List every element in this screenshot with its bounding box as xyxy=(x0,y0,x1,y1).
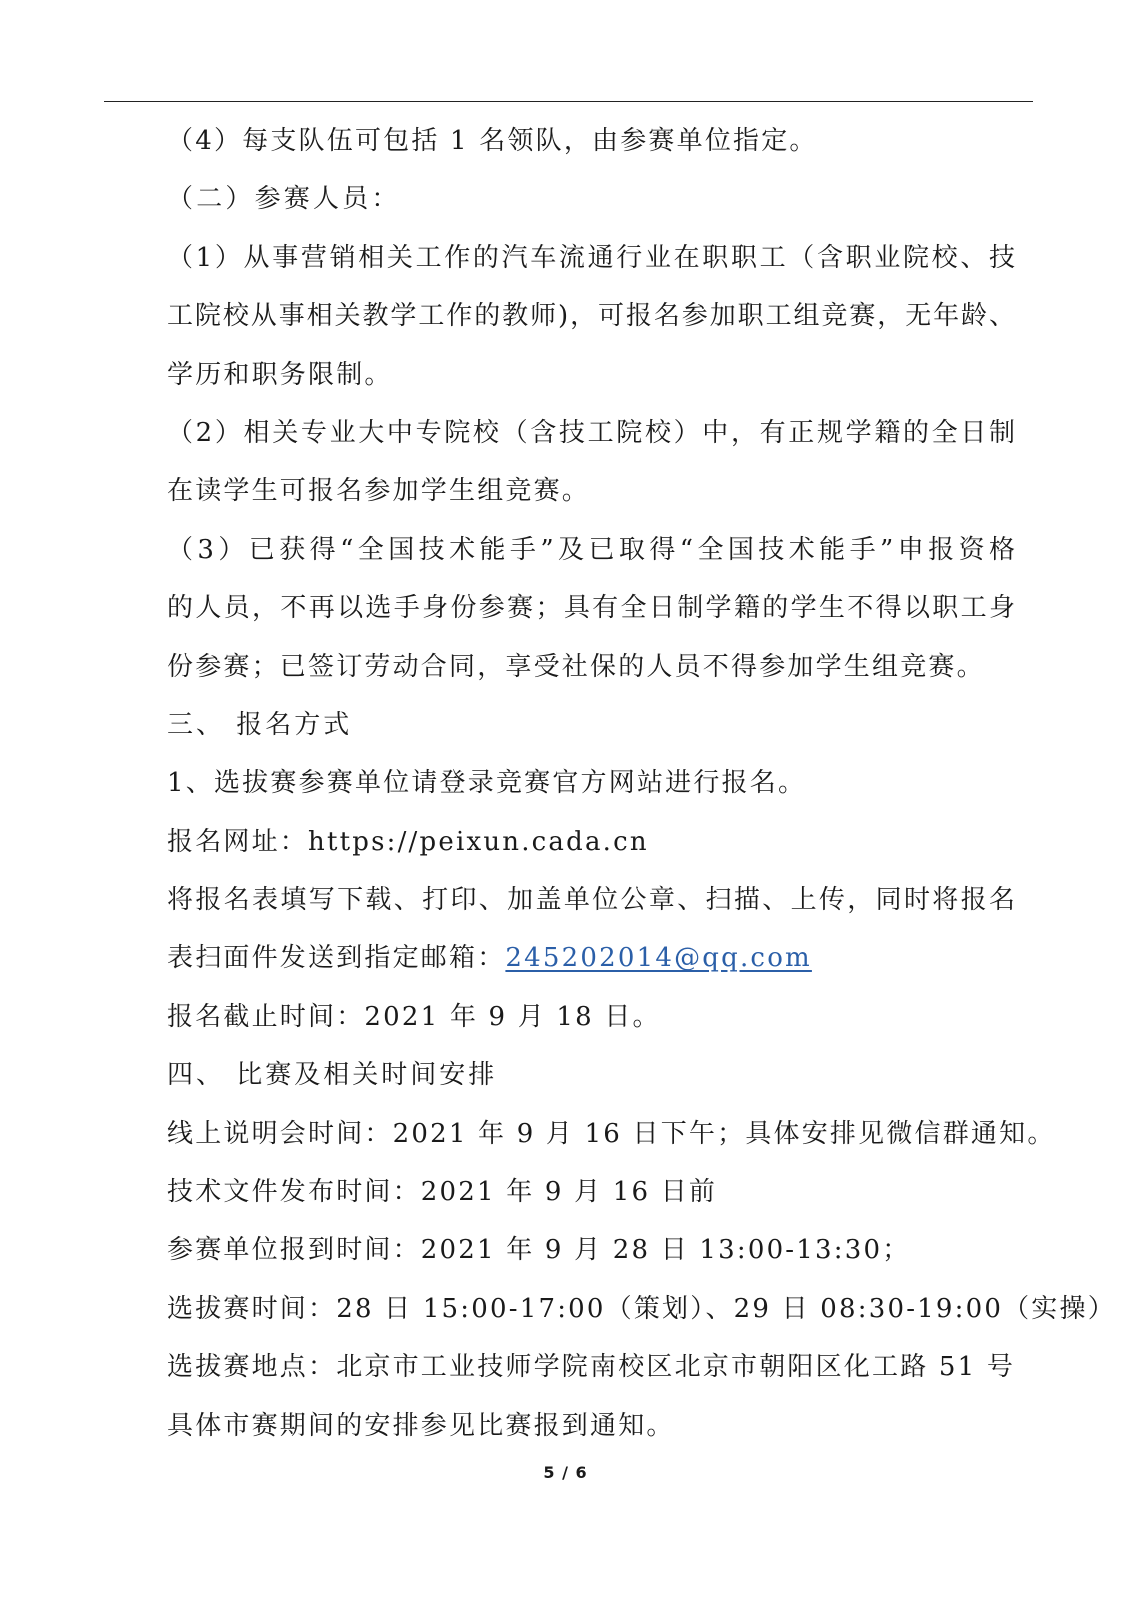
paragraph-team-leader: （4）每支队伍可包括 1 名领队，由参赛单位指定。 xyxy=(167,126,818,156)
registration-url: 报名网址：https://peixun.cada.cn xyxy=(167,826,649,857)
schedule-check-in: 参赛单位报到时间：2021 年 9 月 28 日 13:00-13:30； xyxy=(167,1235,911,1266)
schedule-online-briefing: 线上说明会时间：2021 年 9 月 16 日下午；具体安排见微信群通知。 xyxy=(167,1118,1056,1149)
paragraph-registration-website: 1、选拔赛参赛单位请登录竞赛官方网站进行报名。 xyxy=(167,768,807,799)
schedule-technical-files: 技术文件发布时间：2021 年 9 月 16 日前 xyxy=(167,1177,718,1208)
paragraph-students-line-2: 在读学生可报名参加学生组竞赛。 xyxy=(167,476,591,507)
paragraph-staff-line-2: 工院校从事相关教学工作的教师)，可报名参加职工组竞赛，无年龄、 xyxy=(167,301,1015,332)
paragraph-restrictions-line-3: 份参赛；已签订劳动合同，享受社保的人员不得参加学生组竞赛。 xyxy=(167,651,985,682)
schedule-competition-time: 选拔赛时间：28 日 15:00-17:00（策划）、29 日 08:30-19:00（实操） xyxy=(167,1293,1116,1324)
paragraph-students-line-1: （2）相关专业大中专院校（含技工院校）中，有正规学籍的全日制 xyxy=(167,417,1015,448)
paragraph-email-line xyxy=(167,929,1015,987)
section-heading-registration: 三、 报名方式 xyxy=(167,709,353,740)
paragraph-staff-line-3: 学历和职务限制。 xyxy=(167,359,393,390)
paragraph-form-instructions: 将报名表填写下载、打印、加盖单位公章、扫描、上传，同时将报名 xyxy=(167,885,1015,916)
section-heading-participants: （二）参赛人员： xyxy=(167,184,401,215)
page-number: 5 / 6 xyxy=(543,1463,588,1482)
paragraph-staff-line-1: （1）从事营销相关工作的汽车流通行业在职职工（含职业院校、技 xyxy=(167,242,1015,273)
paragraph-restrictions-line-2: 的人员，不再以选手身份参赛；具有全日制学籍的学生不得以职工身 xyxy=(167,593,1015,624)
registration-deadline: 报名截止时间：2021 年 9 月 18 日。 xyxy=(167,1001,661,1032)
email-link[interactable]: 245202014@qq.com xyxy=(505,943,812,974)
header-rule xyxy=(104,101,1033,102)
paragraph-restrictions-line-1: （3）已获得“全国技术能手”及已取得“全国技术能手”申报资格 xyxy=(167,534,1015,565)
section-heading-schedule: 四、 比赛及相关时间安排 xyxy=(167,1060,498,1091)
schedule-venue: 选拔赛地点：北京市工业技师学院南校区北京市朝阳区化工路 51 号 xyxy=(167,1352,1016,1383)
document-body xyxy=(167,112,1116,1455)
schedule-notice: 具体市赛期间的安排参见比赛报到通知。 xyxy=(167,1410,675,1441)
email-label: 表扫面件发送到指定邮箱： xyxy=(167,943,506,974)
